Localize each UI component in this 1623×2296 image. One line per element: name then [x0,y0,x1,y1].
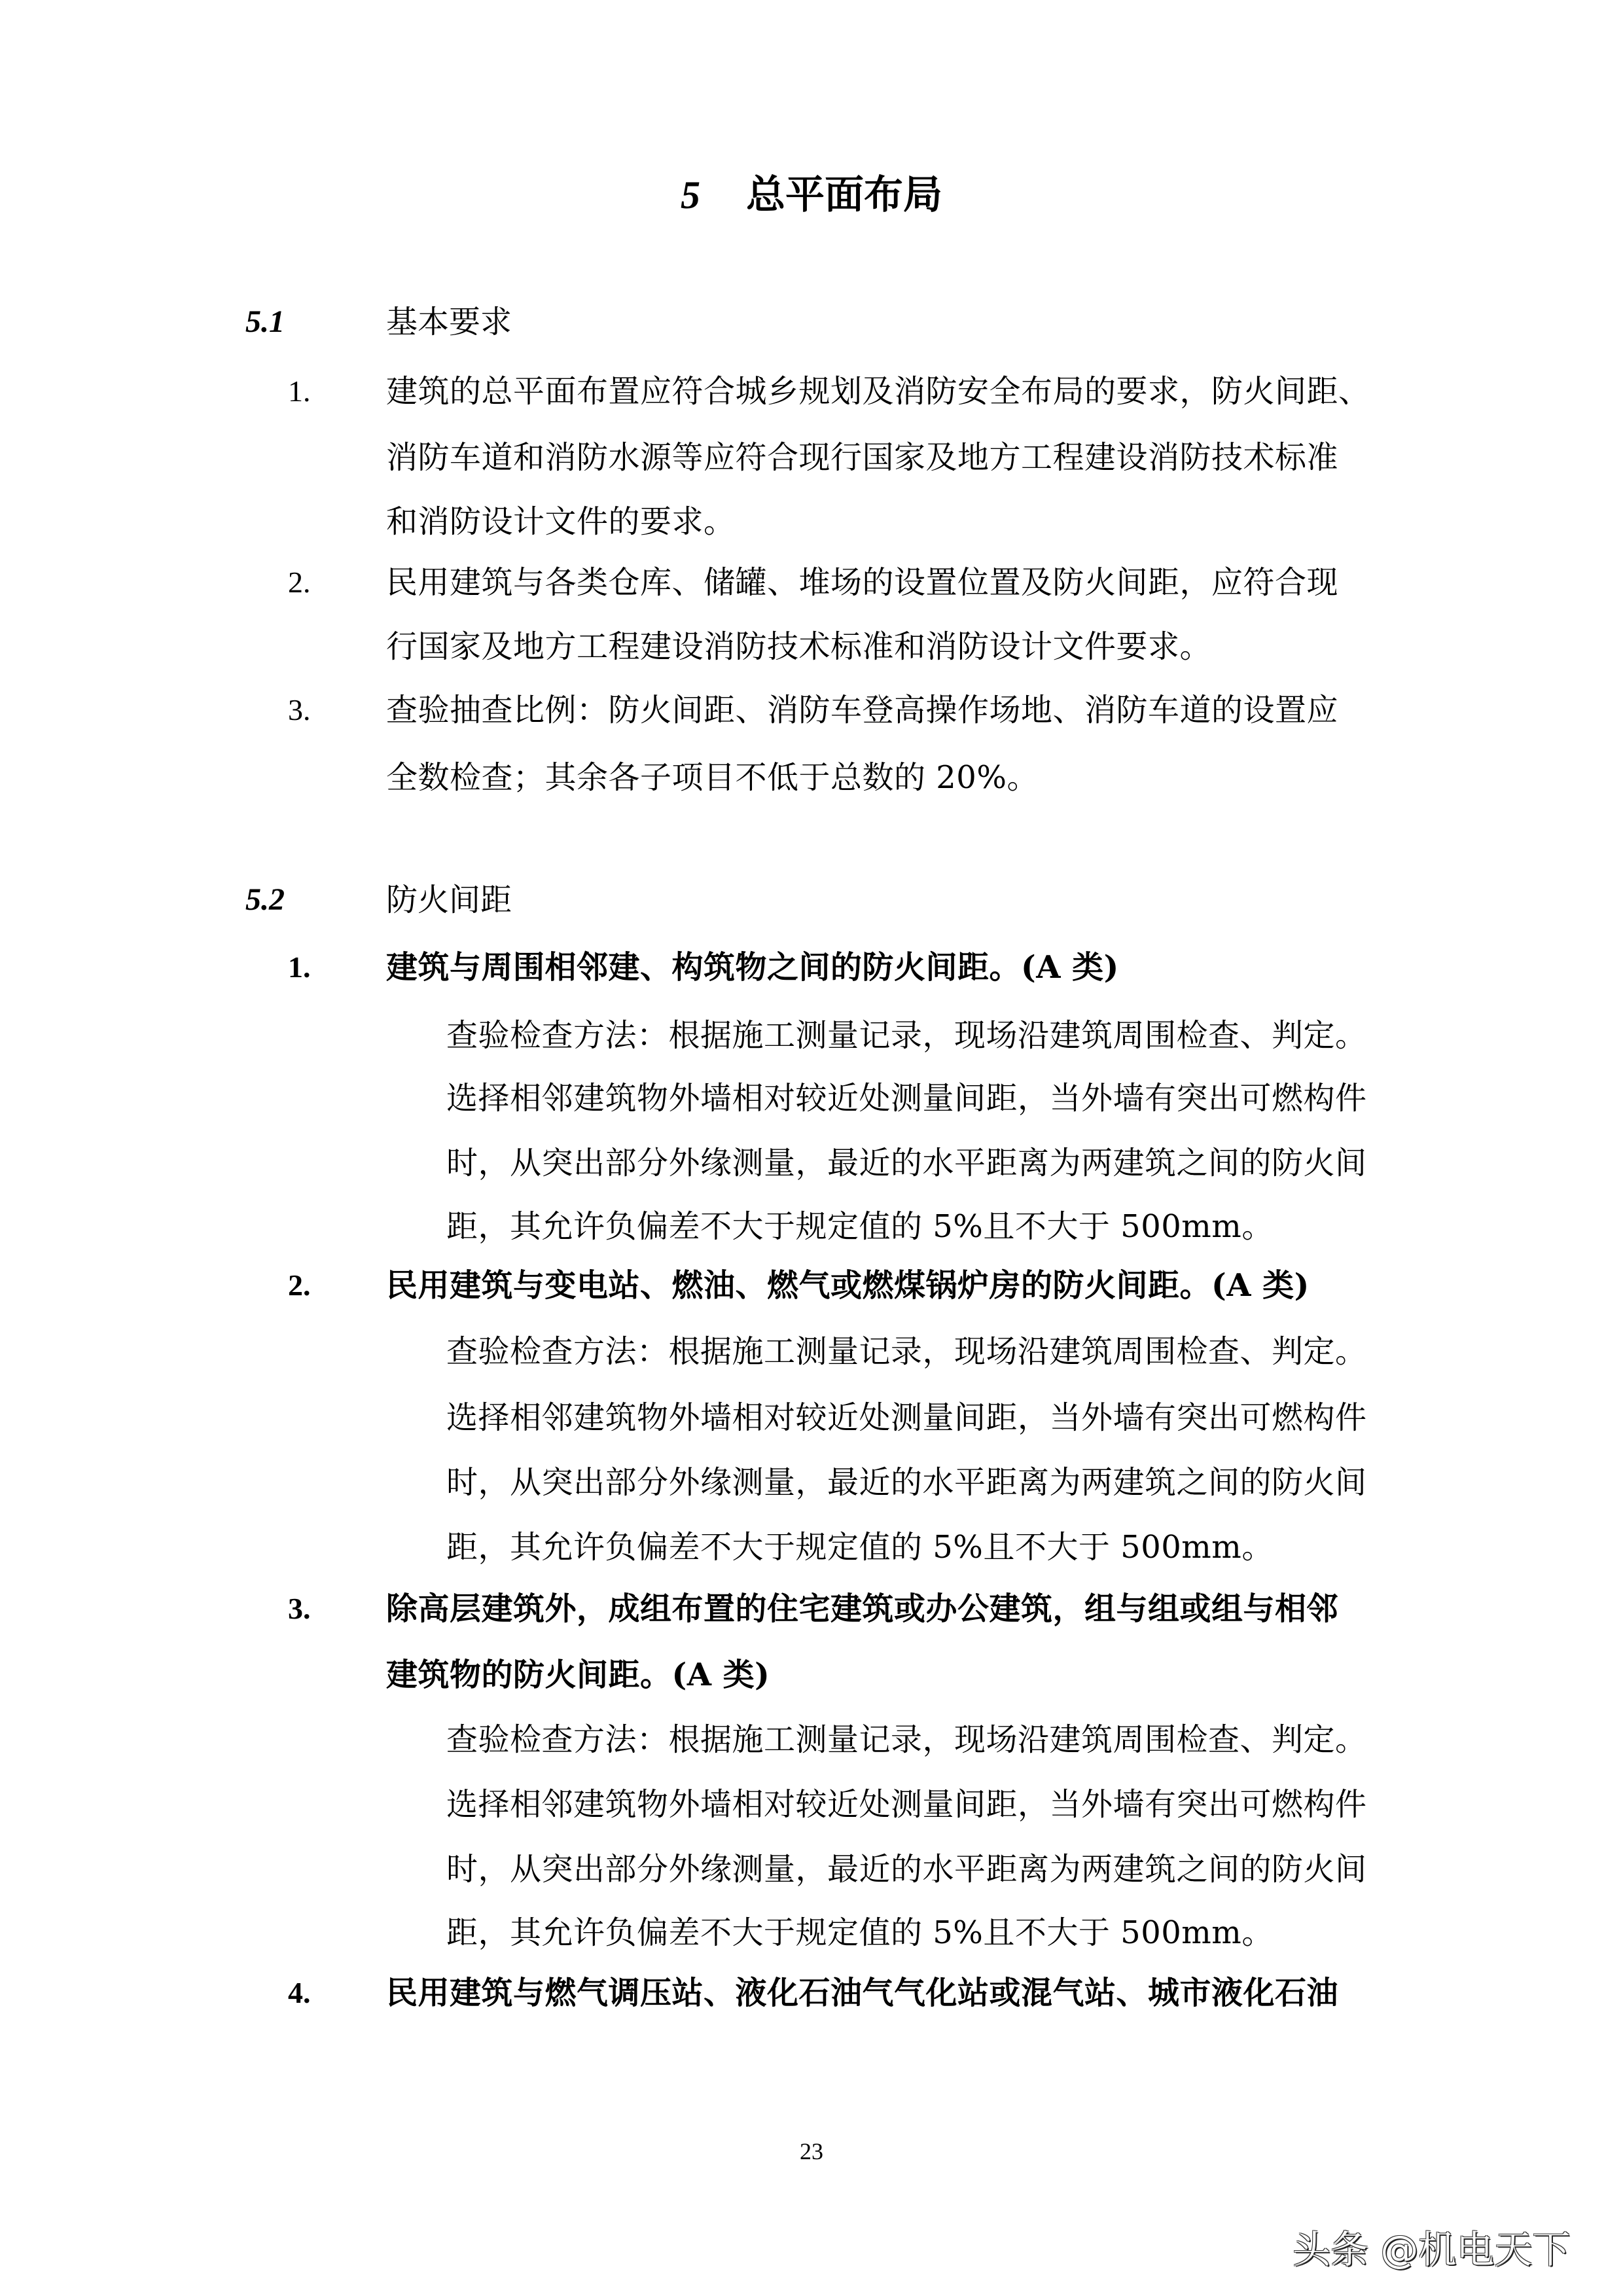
inspection-method-text: 选择相邻建筑物外墙相对较近处测量间距，当外墙有突出可燃构件 [446,1786,1367,1823]
list-item-number: 1. [288,374,311,408]
inspection-method-text: 距，其允许负偏差不大于规定值的 5%且不大于 500mm。 [446,1529,1274,1566]
section-title: 防火间距 [386,882,512,918]
inspection-method-text: 选择相邻建筑物外墙相对较近处测量间距，当外墙有突出可燃构件 [446,1399,1367,1436]
inspection-method-text: 查验检查方法：根据施工测量记录，现场沿建筑周围检查、判定。 [446,1721,1367,1758]
inspection-method-text: 距，其允许负偏差不大于规定值的 5%且不大于 500mm。 [446,1208,1274,1245]
watermark: 头条 @机电天下 [1293,2227,1571,2272]
inspection-method-text: 时，从突出部分外缘测量，最近的水平距离为两建筑之间的防火间 [446,1464,1367,1501]
clause-number: 4. [288,1976,311,2009]
list-item-text: 查验抽查比例：防火间距、消防车登高操作场地、消防车道的设置应 [386,692,1339,728]
chapter-title [0,171,1623,219]
list-item-text: 全数检查；其余各子项目不低于总数的 20%。 [386,759,1039,796]
list-item-text: 行国家及地方工程建设消防技术标准和消防设计文件要求。 [386,628,1212,665]
inspection-method-text: 查验检查方法：根据施工测量记录，现场沿建筑周围检查、判定。 [446,1017,1367,1054]
section-title: 基本要求 [386,304,512,340]
clause-heading: 民用建筑与变电站、燃油、燃气或燃煤锅炉房的防火间距。(A 类) [386,1267,1310,1304]
inspection-method-text: 时，从突出部分外缘测量，最近的水平距离为两建筑之间的防火间 [446,1145,1367,1181]
clause-number: 1. [288,950,311,984]
list-item-text: 建筑的总平面布置应符合城乡规划及消防安全布局的要求，防火间距、 [386,373,1370,410]
list-item-text: 民用建筑与各类仓库、储罐、堆场的设置位置及防火间距，应符合现 [386,564,1339,601]
inspection-method-text: 距，其允许负偏差不大于规定值的 5%且不大于 500mm。 [446,1914,1274,1951]
inspection-method-text: 时，从突出部分外缘测量，最近的水平距离为两建筑之间的防火间 [446,1851,1367,1888]
clause-heading: 民用建筑与燃气调压站、液化石油气气化站或混气站、城市液化石油 [386,1975,1339,2011]
list-item-number: 3. [288,693,311,726]
clause-number: 2. [288,1268,311,1302]
list-item-text: 和消防设计文件的要求。 [386,503,736,540]
chapter-number: 5 [681,173,700,217]
inspection-method-text: 选择相邻建筑物外墙相对较近处测量间距，当外墙有突出可燃构件 [446,1080,1367,1117]
clause-heading: 建筑与周围相邻建、构筑物之间的防火间距。(A 类) [386,949,1119,986]
clause-number: 3. [288,1592,311,1625]
page-number: 23 [800,2138,823,2164]
list-item-number: 2. [288,565,311,599]
list-item-text: 消防车道和消防水源等应符合现行国家及地方工程建设消防技术标准 [386,439,1339,476]
section-number: 5.1 [245,304,285,339]
clause-heading: 建筑物的防火间距。(A 类) [386,1657,770,1693]
section-number: 5.2 [245,882,285,917]
chapter-title-text: 总平面布局 [746,172,942,218]
inspection-method-text: 查验检查方法：根据施工测量记录，现场沿建筑周围检查、判定。 [446,1333,1367,1370]
clause-heading: 除高层建筑外，成组布置的住宅建筑或办公建筑，组与组或组与相邻 [386,1590,1339,1627]
